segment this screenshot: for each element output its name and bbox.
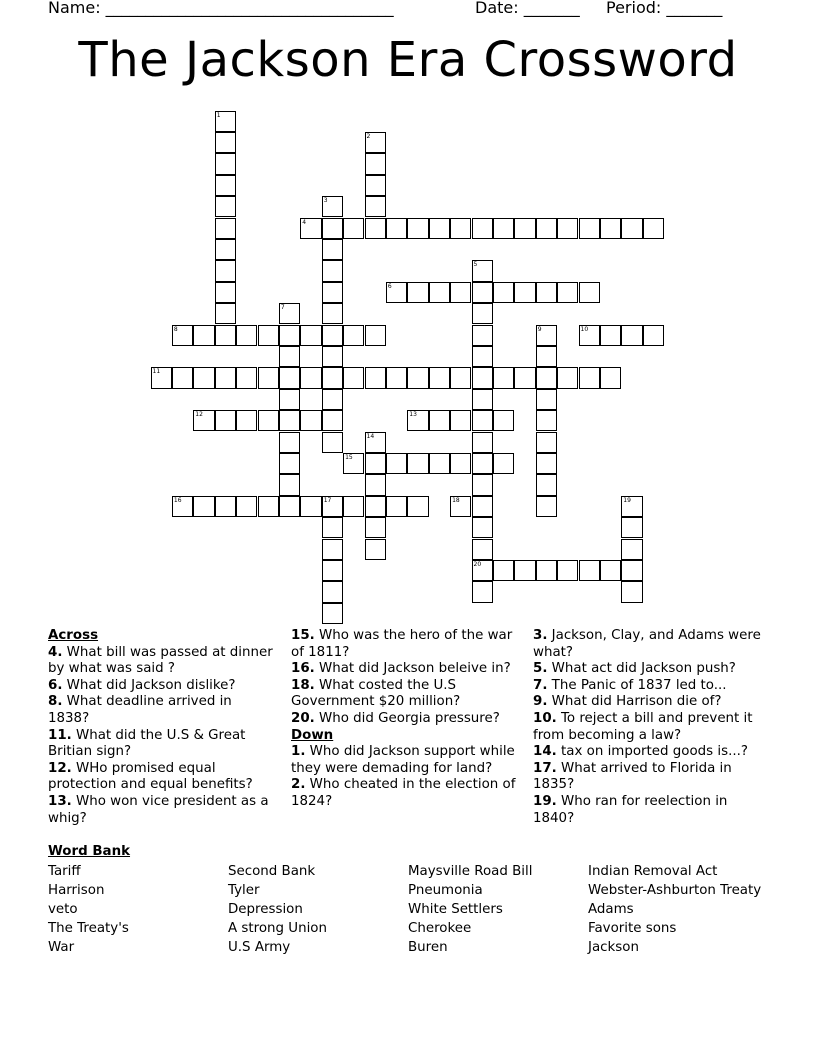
clue-number: 19	[623, 496, 631, 504]
crossword-cell[interactable]	[514, 367, 535, 388]
crossword-cell[interactable]	[322, 282, 343, 303]
crossword-cell[interactable]	[536, 560, 557, 581]
clue-number: 14	[366, 432, 375, 440]
crossword-cell[interactable]	[322, 603, 343, 624]
word-bank-item: Jackson	[588, 940, 639, 955]
name-field[interactable]: Name: ____________________________________	[48, 0, 394, 17]
clue-number-label: 7.	[533, 677, 548, 693]
clue-item	[533, 744, 761, 761]
across-heading: Across	[48, 628, 99, 643]
clue-number-label: 3.	[533, 628, 548, 643]
crossword-cell[interactable]	[557, 282, 578, 303]
clue-text: What did Harrison die of?	[547, 694, 722, 710]
crossword-cell[interactable]	[472, 282, 493, 303]
word-bank-item: veto	[48, 902, 78, 917]
word-bank-column	[408, 862, 532, 957]
crossword-cell[interactable]	[322, 239, 343, 260]
crossword-cell[interactable]	[322, 410, 343, 431]
clue-item	[291, 777, 519, 810]
clue-number: 10	[580, 325, 589, 333]
word-bank-column	[228, 862, 327, 957]
clue-text: Who did Georgia pressure?	[314, 710, 500, 726]
clue-number-label: 13.	[48, 793, 72, 809]
word-bank-item: Depression	[228, 902, 303, 917]
date-field[interactable]: Date: _______	[475, 0, 580, 17]
crossword-cell[interactable]	[536, 218, 557, 239]
clue-number: 15	[345, 453, 353, 461]
clue-number: 7	[280, 304, 285, 312]
clue-text: Who ran for reelection in 1840?	[533, 793, 728, 826]
clue-text: Who won vice president as a whig?	[48, 793, 269, 826]
crossword-cell[interactable]	[322, 581, 343, 602]
crossword-cell[interactable]	[343, 218, 364, 239]
crossword-cell[interactable]	[365, 367, 386, 388]
clue-number-label: 20.	[291, 710, 315, 726]
clue-text: What costed the U.S Government $20 million?	[291, 677, 461, 710]
crossword-cell[interactable]	[365, 496, 386, 517]
word-bank-column	[48, 862, 129, 957]
clue-text: What arrived to Florida in 1835?	[533, 760, 732, 793]
word-bank-item: White Settlers	[408, 902, 503, 917]
crossword-cell[interactable]	[279, 410, 300, 431]
word-bank-item: Second Bank	[228, 864, 316, 879]
crossword-cell[interactable]	[322, 367, 343, 388]
crossword-cell[interactable]	[258, 367, 279, 388]
clue-number: 12	[195, 411, 203, 419]
crossword-cell[interactable]	[621, 218, 642, 239]
clue-text: Who was the hero of the war of 1811?	[291, 628, 513, 660]
clue-number: 16	[173, 496, 182, 504]
clue-number: 20	[473, 560, 482, 568]
crossword-cell[interactable]	[365, 453, 386, 474]
crossword-cell[interactable]	[472, 539, 493, 560]
crossword-cell[interactable]	[536, 367, 557, 388]
crossword-cell[interactable]	[215, 132, 236, 153]
crossword-cell[interactable]	[193, 325, 214, 346]
clue-number: 9	[537, 325, 542, 333]
crossword-cell[interactable]	[215, 325, 236, 346]
crossword-cell[interactable]	[215, 367, 236, 388]
crossword-cell[interactable]	[536, 282, 557, 303]
crossword-cell[interactable]	[450, 218, 471, 239]
clue-number: 6	[387, 282, 392, 290]
crossword-cell[interactable]	[215, 282, 236, 303]
crossword-cell[interactable]	[365, 474, 386, 495]
crossword-cell[interactable]	[365, 153, 386, 174]
crossword-cell[interactable]	[429, 367, 450, 388]
crossword-cell[interactable]	[557, 367, 578, 388]
crossword-cell[interactable]	[236, 496, 257, 517]
crossword-cell[interactable]	[279, 474, 300, 495]
crossword-cell[interactable]	[215, 410, 236, 431]
crossword-cell[interactable]	[429, 410, 450, 431]
word-bank-item: Adams	[588, 902, 634, 917]
crossword-cell[interactable]	[472, 496, 493, 517]
clue-text: The Panic of 1837 led to...	[547, 677, 727, 693]
crossword-cell[interactable]	[322, 260, 343, 281]
clue-number-label: 11.	[48, 727, 72, 743]
clue-number-label: 2.	[291, 777, 306, 793]
crossword-cell[interactable]	[215, 218, 236, 239]
clue-item	[48, 645, 276, 678]
crossword-cell[interactable]	[514, 282, 535, 303]
crossword-cell[interactable]	[493, 560, 514, 581]
crossword-cell[interactable]	[215, 239, 236, 260]
crossword-cell[interactable]	[172, 367, 193, 388]
clue-number: 11	[152, 368, 161, 376]
crossword-cell[interactable]	[472, 453, 493, 474]
crossword-cell[interactable]	[536, 474, 557, 495]
crossword-cell[interactable]	[536, 410, 557, 431]
crossword-cell[interactable]	[322, 432, 343, 453]
clue-number: 5	[473, 261, 478, 269]
crossword-cell[interactable]	[621, 325, 642, 346]
crossword-cell[interactable]	[365, 175, 386, 196]
crossword-cell[interactable]	[236, 367, 257, 388]
word-bank-item: Webster-Ashburton Treaty	[588, 883, 762, 898]
clue-number-label: 1.	[291, 744, 306, 760]
clue-item	[533, 661, 761, 678]
crossword-cell[interactable]	[600, 560, 621, 581]
word-bank-item: U.S Army	[228, 940, 291, 955]
clue-number-label: 19.	[533, 793, 557, 809]
crossword-cell[interactable]	[236, 325, 257, 346]
crossword-cell[interactable]	[322, 560, 343, 581]
crossword-cell[interactable]	[343, 496, 364, 517]
word-bank-item: A strong Union	[228, 921, 327, 936]
clue-text: What did Jackson beleive in?	[314, 661, 511, 677]
crossword-cell[interactable]	[600, 367, 621, 388]
page-title: The Jackson Era Crossword	[78, 32, 738, 88]
word-bank-item: The Treaty's	[48, 921, 129, 936]
word-bank-title: Word Bank	[48, 844, 131, 859]
crossword-cell[interactable]	[514, 560, 535, 581]
crossword-cell[interactable]	[621, 539, 642, 560]
crossword-cell[interactable]	[322, 539, 343, 560]
crossword-cell[interactable]	[215, 153, 236, 174]
crossword-cell[interactable]	[621, 581, 642, 602]
crossword-cell[interactable]	[407, 367, 428, 388]
crossword-cell[interactable]	[407, 496, 428, 517]
word-bank-column	[588, 862, 761, 957]
crossword-cell[interactable]	[279, 432, 300, 453]
clue-text: Jackson, Clay, and Adams were what?	[533, 628, 761, 660]
crossword-cell[interactable]	[429, 282, 450, 303]
clue-item	[291, 711, 519, 728]
crossword-cell[interactable]	[493, 282, 514, 303]
crossword-cell[interactable]	[407, 453, 428, 474]
word-bank-item: Tariff	[48, 864, 81, 879]
crossword-cell[interactable]	[215, 260, 236, 281]
crossword-cell[interactable]	[279, 367, 300, 388]
clue-text: To reject a bill and prevent it from becoming a law?	[533, 710, 753, 743]
crossword-cell[interactable]	[193, 496, 214, 517]
word-bank-item: Maysville Road Bill	[408, 864, 533, 879]
crossword-cell[interactable]	[557, 560, 578, 581]
clue-text: What bill was passed at dinner by what was said ?	[48, 644, 273, 677]
crossword-cell[interactable]	[300, 410, 321, 431]
crossword-cell[interactable]	[279, 325, 300, 346]
crossword-cell[interactable]	[472, 367, 493, 388]
clue-text: What did Jackson dislike?	[62, 677, 236, 693]
clue-text: Who did Jackson support while they were demading for land?	[291, 744, 515, 776]
clue-item	[533, 678, 761, 695]
clue-number-label: 4.	[48, 644, 63, 660]
clue-item	[48, 794, 276, 827]
clue-item	[533, 794, 761, 827]
clue-item	[48, 761, 276, 794]
clues-column-2	[291, 628, 519, 811]
clue-number-label: 5.	[533, 661, 548, 677]
crossword-cell[interactable]	[258, 325, 279, 346]
crossword-cell[interactable]	[365, 196, 386, 217]
clue-text: Who cheated in the election of 1824?	[291, 777, 516, 809]
clue-number-label: 8.	[48, 694, 63, 710]
crossword-cell[interactable]	[429, 218, 450, 239]
crossword-cell[interactable]	[215, 196, 236, 217]
clue-item	[291, 678, 519, 711]
crossword-cell[interactable]	[279, 453, 300, 474]
crossword-cell[interactable]	[643, 218, 664, 239]
crossword-cell[interactable]	[386, 218, 407, 239]
crossword-cell[interactable]	[493, 410, 514, 431]
crossword-cell[interactable]	[322, 389, 343, 410]
clue-number-label: 6.	[48, 677, 63, 693]
crossword-cell[interactable]	[472, 346, 493, 367]
clue-number-label: 9.	[533, 694, 548, 710]
crossword-cell[interactable]	[579, 367, 600, 388]
crossword-cell[interactable]	[365, 539, 386, 560]
crossword-cell[interactable]	[472, 581, 493, 602]
crossword-cell[interactable]	[643, 325, 664, 346]
crossword-cell[interactable]	[472, 517, 493, 538]
crossword-cell[interactable]	[472, 325, 493, 346]
crossword-cell[interactable]	[322, 218, 343, 239]
clue-number: 4	[302, 218, 307, 226]
word-bank-item: Tyler	[228, 883, 260, 898]
crossword-cell[interactable]	[536, 496, 557, 517]
word-bank-item: Pneumonia	[408, 883, 483, 898]
crossword-cell[interactable]	[300, 367, 321, 388]
clue-item	[291, 628, 519, 661]
crossword-cell[interactable]	[472, 303, 493, 324]
crossword-cell[interactable]	[193, 367, 214, 388]
crossword-cell[interactable]	[322, 346, 343, 367]
crossword-cell[interactable]	[407, 218, 428, 239]
crossword-cell[interactable]	[236, 410, 257, 431]
crossword-cell[interactable]	[386, 367, 407, 388]
crossword-cell[interactable]	[579, 560, 600, 581]
crossword-cell[interactable]	[429, 453, 450, 474]
crossword-cell[interactable]	[450, 282, 471, 303]
crossword-cell[interactable]	[600, 218, 621, 239]
clue-number: 1	[216, 111, 221, 119]
crossword-cell[interactable]	[621, 517, 642, 538]
clue-item	[48, 728, 276, 761]
crossword-cell[interactable]	[472, 474, 493, 495]
crossword-cell[interactable]	[600, 325, 621, 346]
crossword-cell[interactable]	[215, 303, 236, 324]
crossword-cell[interactable]	[472, 389, 493, 410]
crossword-cell[interactable]	[343, 325, 364, 346]
crossword-cell[interactable]	[258, 496, 279, 517]
crossword-cell[interactable]	[621, 560, 642, 581]
word-bank-item: Cherokee	[408, 921, 472, 936]
crossword-cell[interactable]	[536, 346, 557, 367]
crossword-cell[interactable]	[215, 496, 236, 517]
crossword-cell[interactable]	[279, 389, 300, 410]
down-heading: Down	[291, 727, 334, 743]
crossword-cell[interactable]	[386, 453, 407, 474]
clue-number-label: 15.	[291, 628, 315, 643]
crossword-cell[interactable]	[322, 303, 343, 324]
clue-number-label: 10.	[533, 710, 557, 726]
crossword-cell[interactable]	[300, 496, 321, 517]
clue-number-label: 17.	[533, 760, 557, 776]
crossword-cell[interactable]	[536, 432, 557, 453]
crossword-cell[interactable]	[536, 453, 557, 474]
clue-text: What did the U.S & Great Britian sign?	[48, 727, 246, 760]
crossword-cell[interactable]	[215, 175, 236, 196]
crossword-cell[interactable]	[300, 325, 321, 346]
clues-column-3	[533, 628, 761, 827]
clue-item	[291, 661, 519, 678]
clues-column-1	[48, 628, 276, 827]
word-bank-item: Buren	[408, 940, 448, 955]
crossword-cell[interactable]	[579, 218, 600, 239]
clue-text: tax on imported goods is...?	[556, 744, 748, 760]
clue-number: 17	[323, 496, 332, 504]
clue-number-label: 14.	[533, 744, 557, 760]
clue-item	[533, 694, 761, 711]
clue-item	[533, 711, 761, 744]
clue-text: What deadline arrived in 1838?	[48, 694, 232, 726]
crossword-cell[interactable]	[450, 410, 471, 431]
period-field[interactable]: Period: _______	[606, 0, 723, 17]
clue-item	[291, 744, 519, 777]
word-bank-item: Harrison	[48, 883, 105, 898]
clue-number-label: 18.	[291, 677, 315, 693]
crossword-cell[interactable]	[322, 325, 343, 346]
crossword-cell[interactable]	[472, 410, 493, 431]
clue-number: 13	[409, 411, 417, 419]
crossword-cell[interactable]	[493, 367, 514, 388]
clue-number: 2	[366, 132, 371, 140]
crossword-cell[interactable]	[450, 367, 471, 388]
crossword-cell[interactable]	[450, 453, 471, 474]
crossword-cell[interactable]	[407, 282, 428, 303]
word-bank-item: War	[48, 940, 75, 955]
crossword-cell[interactable]	[536, 389, 557, 410]
crossword-cell[interactable]	[343, 367, 364, 388]
word-bank-item: Indian Removal Act	[588, 864, 718, 879]
crossword-cell[interactable]	[514, 218, 535, 239]
crossword-cell[interactable]	[279, 496, 300, 517]
clue-number-label: 12.	[48, 760, 72, 776]
word-bank-item: Favorite sons	[588, 921, 677, 936]
clue-text: What act did Jackson push?	[547, 661, 736, 677]
clue-number: 8	[173, 325, 178, 333]
crossword-cell[interactable]	[322, 517, 343, 538]
clue-item	[48, 678, 276, 695]
crossword-cell[interactable]	[579, 282, 600, 303]
clue-item	[533, 761, 761, 794]
crossword-cell[interactable]	[386, 496, 407, 517]
crossword-cell[interactable]	[365, 218, 386, 239]
crossword-cell[interactable]	[493, 453, 514, 474]
clue-item	[48, 694, 276, 727]
crossword-cell[interactable]	[365, 325, 386, 346]
clue-number: 3	[323, 197, 328, 205]
clue-item	[533, 628, 761, 661]
crossword-cell[interactable]	[472, 432, 493, 453]
crossword-cell[interactable]	[258, 410, 279, 431]
crossword-cell[interactable]	[557, 218, 578, 239]
crossword-cell[interactable]	[493, 218, 514, 239]
clue-number-label: 16.	[291, 661, 315, 677]
clue-number: 18	[452, 496, 460, 504]
crossword-cell[interactable]	[472, 218, 493, 239]
clue-text: WHo promised equal protection and equal benefits?	[48, 760, 253, 793]
crossword-cell[interactable]	[279, 346, 300, 367]
crossword-cell[interactable]	[365, 517, 386, 538]
